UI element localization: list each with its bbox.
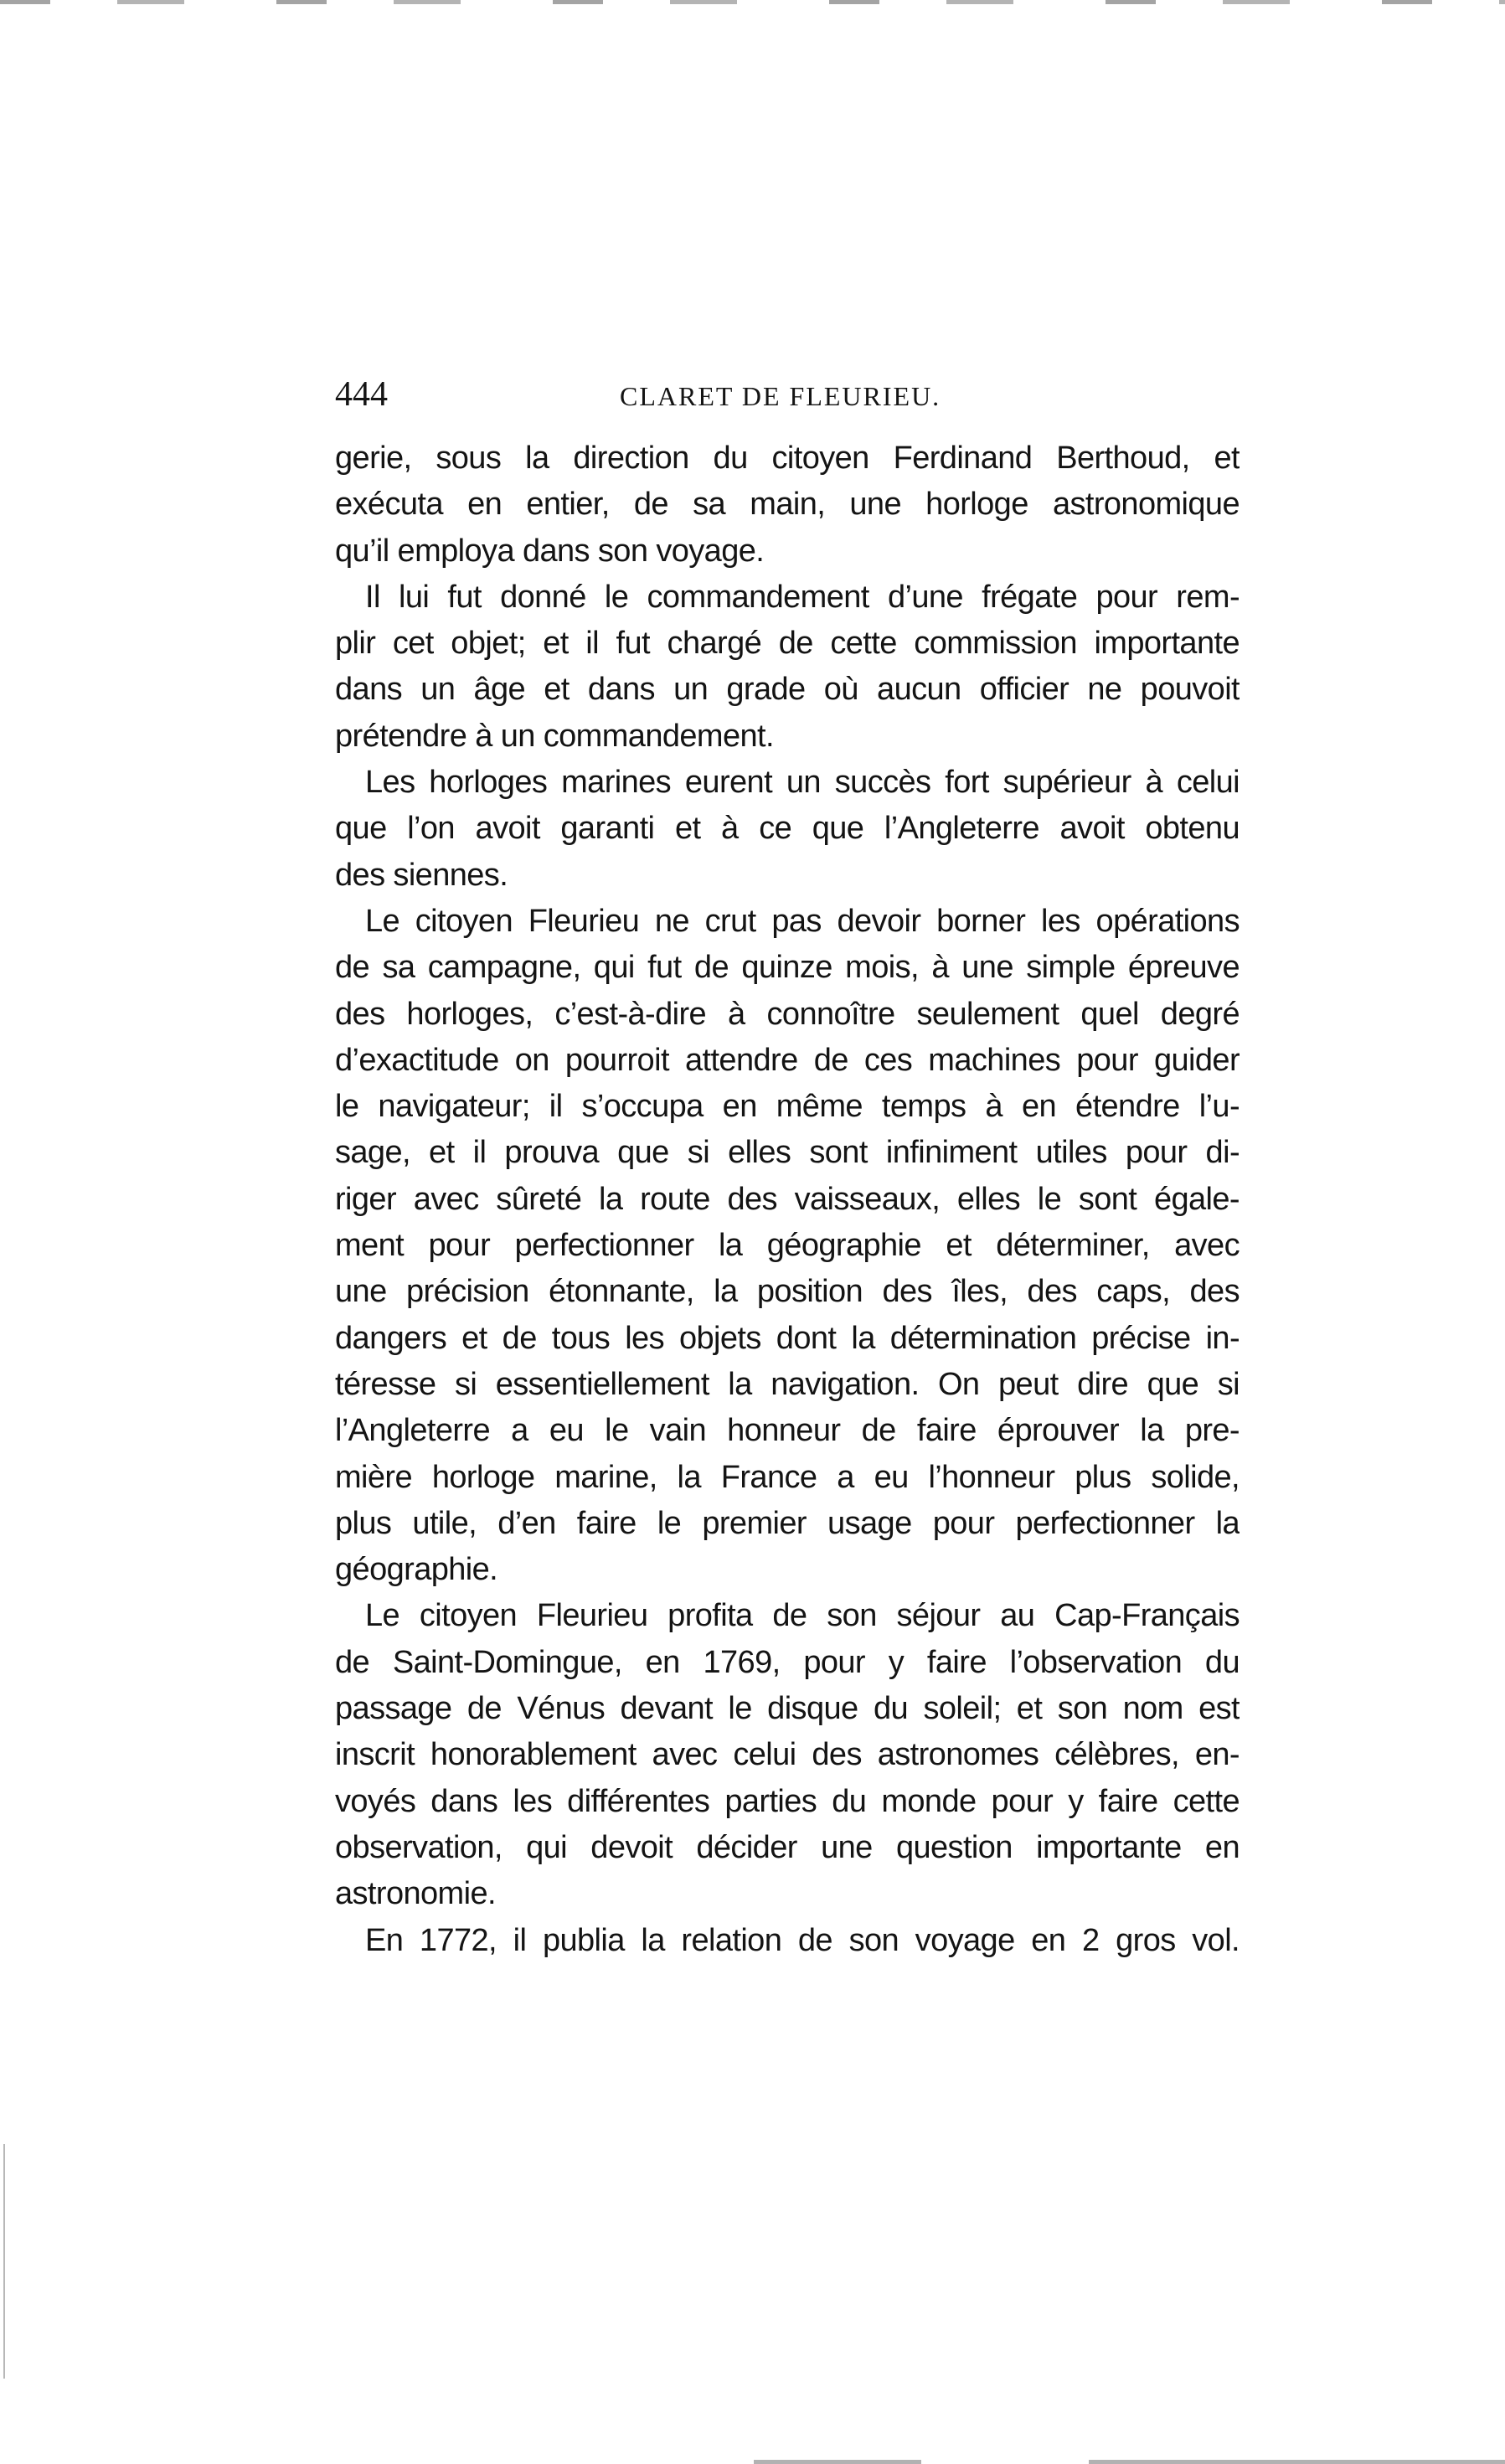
page-header (335, 374, 1240, 415)
text-line: Les horloges marines eurent un succès fort supérieur à celui (365, 765, 1240, 801)
text-line: l’Angleterre a eu le vain honneur de faire éprouver la pre- (335, 1413, 1240, 1449)
text-line: inscrit honorablement avec celui des astronomes célèbres, en- (335, 1737, 1240, 1773)
text-line: exécuta en entier, de sa main, une horloge astronomique (335, 487, 1240, 523)
text-line: dans un âge et dans un grade où aucun officier ne pouvoit (335, 672, 1240, 708)
text-line: que l’on avoit garanti et à ce que l’Angleterre avoit obtenu (335, 811, 1240, 847)
running-head: CLARET DE FLEURIEU. (620, 381, 941, 411)
scan-edge-bottom (0, 2460, 1505, 2464)
text-line: plir cet objet; et il fut chargé de cette commission importante (335, 626, 1240, 662)
text-line: observation, qui devoit décider une question importante en (335, 1829, 1240, 1865)
text-line: des siennes. (335, 857, 508, 893)
text-line: prétendre à un commandement. (335, 718, 774, 754)
text-line: Le citoyen Fleurieu ne crut pas devoir borner les opérations (365, 903, 1240, 939)
text-line: géographie. (335, 1552, 498, 1588)
text-line: de sa campagne, qui fut de quinze mois, à une simple épreuve (335, 950, 1240, 986)
text-line: dangers et de tous les objets dont la détermination précise in- (335, 1320, 1240, 1356)
text-line: qu’il employa dans son voyage. (335, 533, 765, 569)
text-line: ment pour perfectionner la géographie et déterminer, avec (335, 1228, 1240, 1264)
text-line: téresse si essentiellement la navigation. On peut dire que si (335, 1366, 1240, 1402)
text-line: plus utile, d’en faire le premier usage pour perfectionner la (335, 1505, 1240, 1541)
text-line: riger avec sûreté la route des vaisseaux, elles le sont égale- (335, 1181, 1240, 1217)
text-line: de Saint-Domingue, en 1769, pour y faire l’observation du (335, 1644, 1240, 1680)
body-text (335, 436, 1240, 1964)
text-line: des horloges, c’est-à-dire à connoître seulement quel degré (335, 996, 1240, 1032)
text-line: le navigateur; il s’occupa en même temps à en étendre l’u- (335, 1089, 1240, 1125)
text-line: Le citoyen Fleurieu profita de son séjour au Cap-Français (365, 1598, 1240, 1634)
scan-edge-top (0, 0, 1505, 4)
scan-edge-left (3, 2144, 5, 2379)
text-line: En 1772, il publia la relation de son voyage en 2 gros vol. (365, 1922, 1240, 1958)
text-line: voyés dans les différentes parties du monde pour y faire cette (335, 1783, 1240, 1819)
text-line: une précision étonnante, la position des îles, des caps, des (335, 1274, 1240, 1310)
text-line: sage, et il prouva que si elles sont infiniment utiles pour di- (335, 1135, 1240, 1171)
text-line: d’exactitude on pourroit attendre de ces machines pour guider (335, 1042, 1240, 1078)
text-line: astronomie. (335, 1876, 496, 1912)
text-line: gerie, sous la direction du citoyen Ferdinand Berthoud, et (335, 441, 1240, 476)
page-number: 444 (335, 375, 388, 414)
text-line: mière horloge marine, la France a eu l’honneur plus solide, (335, 1459, 1240, 1495)
text-line: passage de Vénus devant le disque du soleil; et son nom est (335, 1691, 1240, 1727)
text-line: Il lui fut donné le commandement d’une frégate pour rem- (365, 579, 1240, 615)
